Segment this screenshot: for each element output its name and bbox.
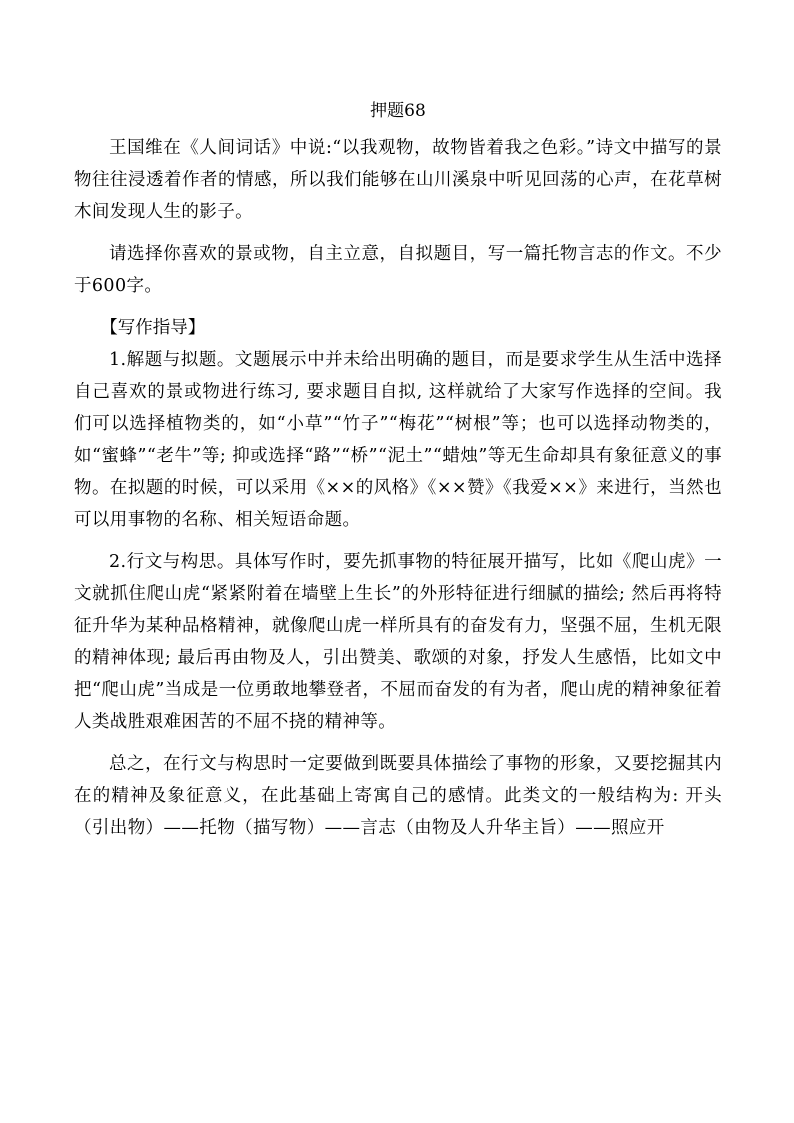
paragraph-summary: 总之，在行文与构思时一定要做到既要具体描绘了事物的形象，又要挖掘其内在的精神及象征意义，在此基础上寄寓自己的感情。此类文的一般结构为: 开头（引出物）——托物（描写物）——言志（由物及人升华主旨）——照应开 [74, 754, 722, 838]
paragraph-guide-1-text: 解题与拟题。文题展示中并未给出明确的题目，而是要求学生从生活中选择自己喜欢的景或物进行练习, 要求题目自拟, 这样就给了大家写作选择的空间。我们可以选择植物类的，如“小草”“竹子”“梅花”“树根”等；也可以选择动物类的，如“蜜蜂”“老牛”等; 抑或选择“路”“桥”“泥土”“蜡烛”等无生命却具有象征意义的事物。在拟题的时候，可以采用《××的风格》《××赞》《我爱××》来进行，当然也可以用事物的名称、相关短语命题。 [74, 350, 722, 530]
paragraph-quote: 王国维在《人间词话》中说:“以我观物，故物皆着我之色彩。”诗文中描写的景物往往浸透着作者的情感，所以我们能够在山川溪泉中听见回荡的心声，在花草树木间发现人生的影子。 [74, 138, 722, 222]
document-page [74, 96, 722, 844]
paragraph-task: 请选择你喜欢的景或物，自主立意，自拟题目，写一篇托物言志的作文。不少于600字。 [74, 244, 722, 296]
paragraph-guide-2 [74, 546, 722, 738]
paragraph-guide-2-number: 2. [109, 552, 127, 572]
document-title: 押题68 [370, 101, 426, 121]
paragraph-guide-1 [74, 344, 722, 536]
paragraph-guide-2-text: 行文与构思。具体写作时，要先抓事物的特征展开描写，比如《爬山虎》一文就抓住爬山虎“紧紧附着在墙壁上生长”的外形特征进行细腻的描绘; 然后再将特征升华为某种品格精神，就像爬山虎一样所具有的奋发有力，坚强不屈，生机无限的精神体现; 最后再由物及人，引出赞美、歌颂的对象，抒发人生感悟，比如文中把“爬山虎”当成是一位勇敢地攀登者，不屈而奋发的有为者，爬山虎的精神象征着人类战胜艰难困苦的不屈不挠的精神等。 [74, 552, 722, 732]
paragraph-guide-1-number: 1. [109, 350, 127, 370]
section-heading-writing-guide: 【写作指导】 [100, 318, 206, 338]
